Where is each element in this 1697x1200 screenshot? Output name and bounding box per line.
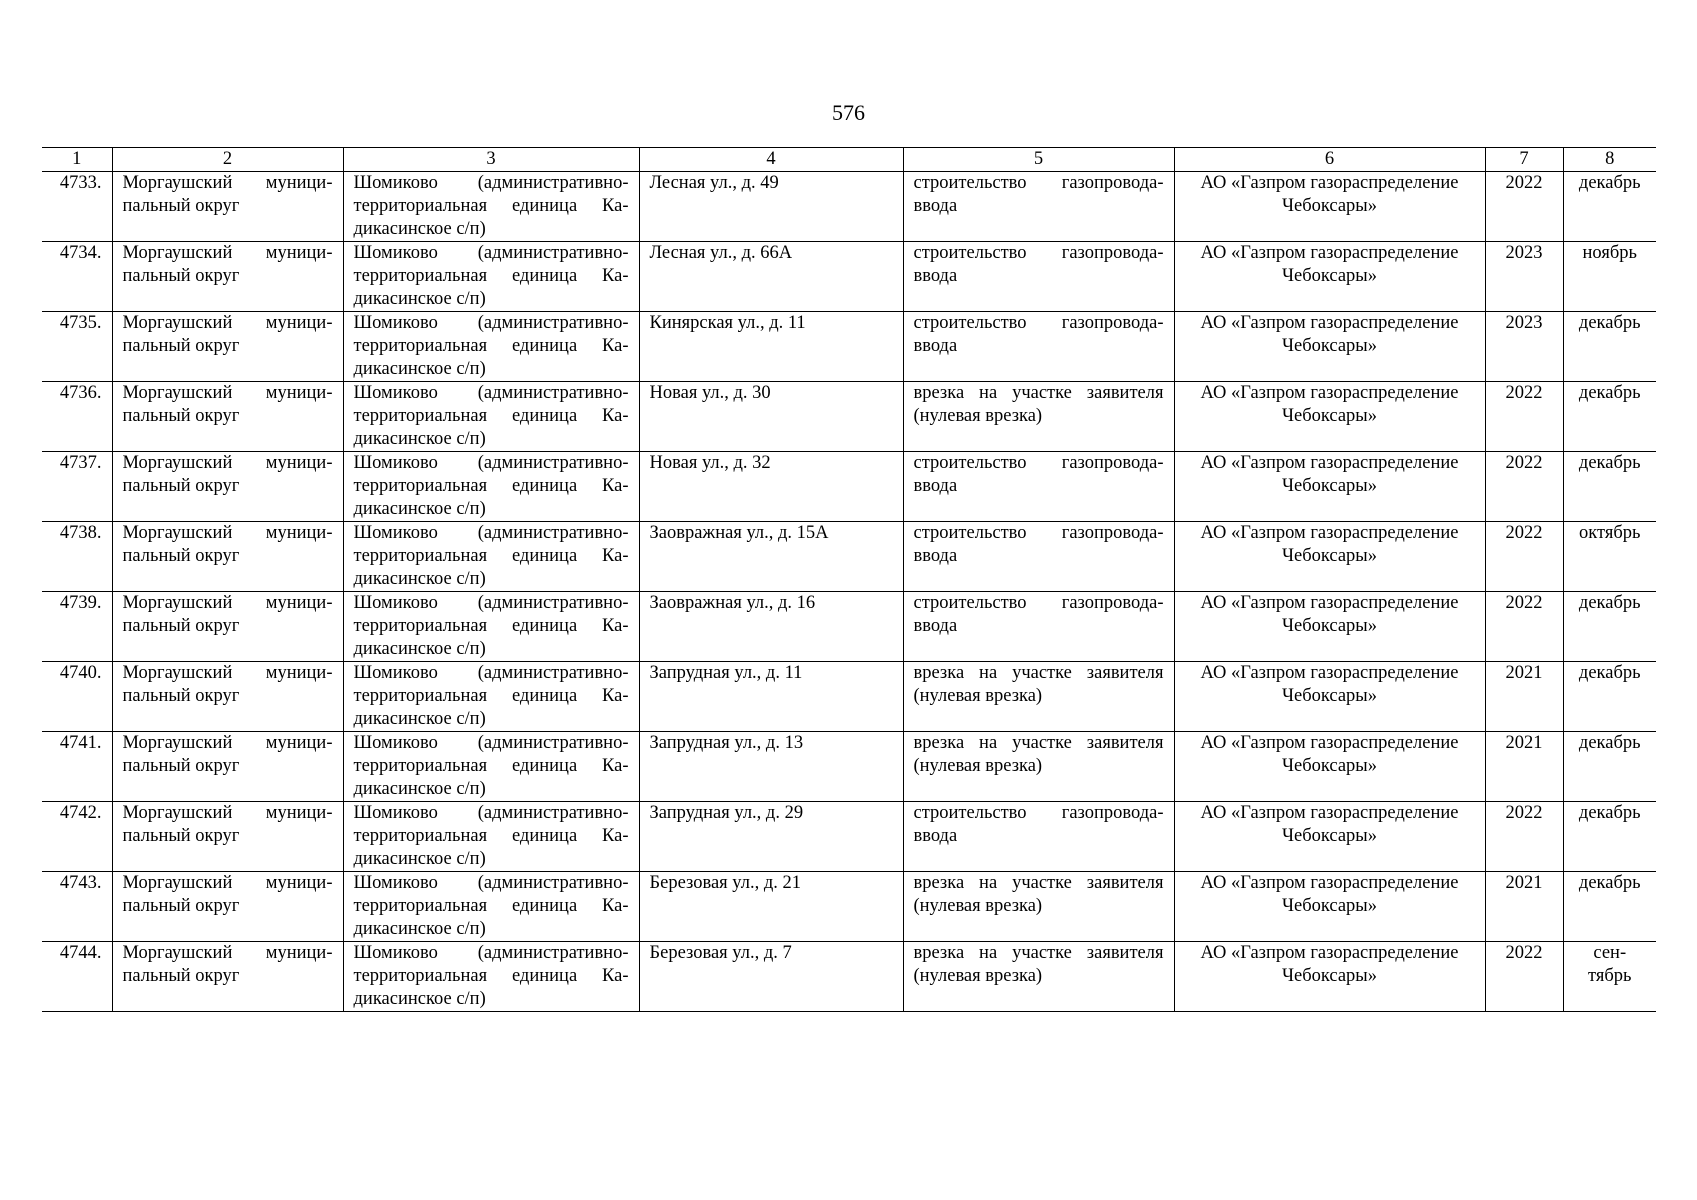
- row-number: 4741.: [42, 732, 112, 802]
- column-header: 3: [343, 148, 639, 172]
- table-row: [42, 802, 1656, 872]
- year-cell: 2023: [1485, 242, 1563, 312]
- district-cell: Моргаушский муници-пальный округ: [112, 452, 343, 522]
- district-cell: Моргаушский муници-пальный округ: [112, 312, 343, 382]
- settlement-cell: Шомиково (административно-территориальная единица Ка-дикасинское с/п): [343, 312, 639, 382]
- work-type-cell: строительство газопровода-ввода: [903, 172, 1174, 242]
- year-cell: 2022: [1485, 382, 1563, 452]
- district-cell: Моргаушский муници-пальный округ: [112, 242, 343, 312]
- address-cell: Запрудная ул., д. 13: [639, 732, 903, 802]
- organization-cell: АО «Газпром газораспределение Чебоксары»: [1174, 242, 1485, 312]
- settlement-cell: Шомиково (административно-территориальная единица Ка-дикасинское с/п): [343, 592, 639, 662]
- address-cell: Кинярская ул., д. 11: [639, 312, 903, 382]
- table-row: [42, 942, 1656, 1012]
- row-number: 4737.: [42, 452, 112, 522]
- table-row: [42, 242, 1656, 312]
- table-row: [42, 452, 1656, 522]
- year-cell: 2022: [1485, 592, 1563, 662]
- organization-cell: АО «Газпром газораспределение Чебоксары»: [1174, 872, 1485, 942]
- month-cell: декабрь: [1563, 732, 1656, 802]
- year-cell: 2022: [1485, 942, 1563, 1012]
- table-row: [42, 172, 1656, 242]
- work-type-cell: строительство газопровода-ввода: [903, 242, 1174, 312]
- district-cell: Моргаушский муници-пальный округ: [112, 732, 343, 802]
- month-cell: декабрь: [1563, 452, 1656, 522]
- organization-cell: АО «Газпром газораспределение Чебоксары»: [1174, 522, 1485, 592]
- work-type-cell: врезка на участке заявителя (нулевая врезка): [903, 872, 1174, 942]
- year-cell: 2021: [1485, 662, 1563, 732]
- address-cell: Березовая ул., д. 21: [639, 872, 903, 942]
- month-cell: декабрь: [1563, 172, 1656, 242]
- table-row: [42, 522, 1656, 592]
- row-number: 4743.: [42, 872, 112, 942]
- settlement-cell: Шомиково (административно-территориальная единица Ка-дикасинское с/п): [343, 382, 639, 452]
- column-header: 6: [1174, 148, 1485, 172]
- organization-cell: АО «Газпром газораспределение Чебоксары»: [1174, 802, 1485, 872]
- organization-cell: АО «Газпром газораспределение Чебоксары»: [1174, 942, 1485, 1012]
- work-type-cell: врезка на участке заявителя (нулевая врезка): [903, 662, 1174, 732]
- work-type-cell: строительство газопровода-ввода: [903, 312, 1174, 382]
- month-cell: декабрь: [1563, 662, 1656, 732]
- column-header: 1: [42, 148, 112, 172]
- work-type-cell: строительство газопровода-ввода: [903, 802, 1174, 872]
- table-row: [42, 382, 1656, 452]
- address-cell: Новая ул., д. 32: [639, 452, 903, 522]
- work-type-cell: врезка на участке заявителя (нулевая врезка): [903, 942, 1174, 1012]
- address-cell: Заовражная ул., д. 16: [639, 592, 903, 662]
- row-number: 4738.: [42, 522, 112, 592]
- column-header: 5: [903, 148, 1174, 172]
- year-cell: 2022: [1485, 172, 1563, 242]
- settlement-cell: Шомиково (административно-территориальная единица Ка-дикасинское с/п): [343, 452, 639, 522]
- row-number: 4736.: [42, 382, 112, 452]
- year-cell: 2023: [1485, 312, 1563, 382]
- table-row: [42, 732, 1656, 802]
- month-cell: декабрь: [1563, 872, 1656, 942]
- table-row: [42, 592, 1656, 662]
- row-number: 4744.: [42, 942, 112, 1012]
- settlement-cell: Шомиково (административно-территориальная единица Ка-дикасинское с/п): [343, 242, 639, 312]
- work-type-cell: строительство газопровода-ввода: [903, 592, 1174, 662]
- settlement-cell: Шомиково (административно-территориальная единица Ка-дикасинское с/п): [343, 172, 639, 242]
- settlement-cell: Шомиково (административно-территориальная единица Ка-дикасинское с/п): [343, 522, 639, 592]
- row-number: 4740.: [42, 662, 112, 732]
- table-row: [42, 872, 1656, 942]
- organization-cell: АО «Газпром газораспределение Чебоксары»: [1174, 312, 1485, 382]
- district-cell: Моргаушский муници-пальный округ: [112, 662, 343, 732]
- year-cell: 2022: [1485, 802, 1563, 872]
- address-cell: Лесная ул., д. 66А: [639, 242, 903, 312]
- organization-cell: АО «Газпром газораспределение Чебоксары»: [1174, 382, 1485, 452]
- year-cell: 2022: [1485, 452, 1563, 522]
- row-number: 4734.: [42, 242, 112, 312]
- header-row: [42, 148, 1656, 172]
- settlement-cell: Шомиково (административно-территориальная единица Ка-дикасинское с/п): [343, 802, 639, 872]
- year-cell: 2021: [1485, 732, 1563, 802]
- district-cell: Моргаушский муници-пальный округ: [112, 872, 343, 942]
- column-header: 7: [1485, 148, 1563, 172]
- settlement-cell: Шомиково (административно-территориальная единица Ка-дикасинское с/п): [343, 942, 639, 1012]
- district-cell: Моргаушский муници-пальный округ: [112, 592, 343, 662]
- address-cell: Запрудная ул., д. 11: [639, 662, 903, 732]
- page-number: 576: [832, 100, 865, 125]
- month-cell: декабрь: [1563, 592, 1656, 662]
- row-number: 4735.: [42, 312, 112, 382]
- month-cell: декабрь: [1563, 802, 1656, 872]
- address-cell: Запрудная ул., д. 29: [639, 802, 903, 872]
- work-type-cell: строительство газопровода-ввода: [903, 452, 1174, 522]
- month-cell: ноябрь: [1563, 242, 1656, 312]
- district-cell: Моргаушский муници-пальный округ: [112, 942, 343, 1012]
- row-number: 4739.: [42, 592, 112, 662]
- district-cell: Моргаушский муници-пальный округ: [112, 382, 343, 452]
- organization-cell: АО «Газпром газораспределение Чебоксары»: [1174, 172, 1485, 242]
- row-number: 4733.: [42, 172, 112, 242]
- district-cell: Моргаушский муници-пальный округ: [112, 522, 343, 592]
- settlement-cell: Шомиково (административно-территориальная единица Ка-дикасинское с/п): [343, 662, 639, 732]
- column-header: 2: [112, 148, 343, 172]
- organization-cell: АО «Газпром газораспределение Чебоксары»: [1174, 662, 1485, 732]
- year-cell: 2021: [1485, 872, 1563, 942]
- address-cell: Новая ул., д. 30: [639, 382, 903, 452]
- month-cell: декабрь: [1563, 312, 1656, 382]
- year-cell: 2022: [1485, 522, 1563, 592]
- table-row: [42, 312, 1656, 382]
- organization-cell: АО «Газпром газораспределение Чебоксары»: [1174, 592, 1485, 662]
- work-type-cell: врезка на участке заявителя (нулевая врезка): [903, 732, 1174, 802]
- address-cell: Лесная ул., д. 49: [639, 172, 903, 242]
- month-cell: октябрь: [1563, 522, 1656, 592]
- row-number: 4742.: [42, 802, 112, 872]
- district-cell: Моргаушский муници-пальный округ: [112, 172, 343, 242]
- table-row: [42, 662, 1656, 732]
- settlement-cell: Шомиково (административно-территориальная единица Ка-дикасинское с/п): [343, 872, 639, 942]
- registry-table: [42, 147, 1656, 1012]
- column-header: 4: [639, 148, 903, 172]
- district-cell: Моргаушский муници-пальный округ: [112, 802, 343, 872]
- month-cell: сен-тябрь: [1563, 942, 1656, 1012]
- month-cell: декабрь: [1563, 382, 1656, 452]
- work-type-cell: врезка на участке заявителя (нулевая врезка): [903, 382, 1174, 452]
- address-cell: Березовая ул., д. 7: [639, 942, 903, 1012]
- address-cell: Заовражная ул., д. 15А: [639, 522, 903, 592]
- organization-cell: АО «Газпром газораспределение Чебоксары»: [1174, 452, 1485, 522]
- organization-cell: АО «Газпром газораспределение Чебоксары»: [1174, 732, 1485, 802]
- work-type-cell: строительство газопровода-ввода: [903, 522, 1174, 592]
- column-header: 8: [1563, 148, 1656, 172]
- settlement-cell: Шомиково (административно-территориальная единица Ка-дикасинское с/п): [343, 732, 639, 802]
